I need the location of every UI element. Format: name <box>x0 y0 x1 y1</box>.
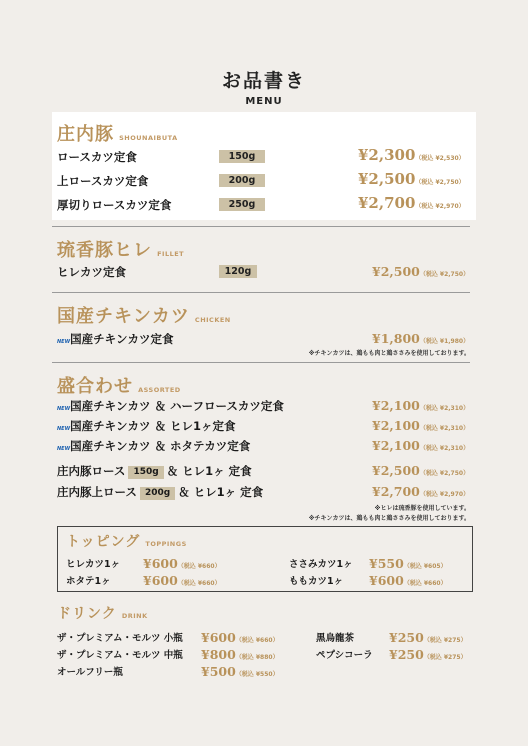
menu-item-name: 厚切りロースカツ定食 <box>57 198 172 212</box>
drink-name: 黒烏龍茶 <box>316 633 355 644</box>
menu-item-label: 庄内豚ロース <box>57 464 126 478</box>
menu-item-name <box>57 331 174 347</box>
menu-item-name: ロースカツ定食 <box>57 150 137 164</box>
drink-price <box>389 644 467 663</box>
topping-name: ささみカツ1ヶ <box>289 559 353 570</box>
section-title-jp: トッピング <box>66 534 141 550</box>
page-subtitle: MENU <box>245 96 283 107</box>
section-divider <box>52 226 470 227</box>
section-title-en: TOPPINGS <box>145 540 187 548</box>
price: ¥2,300 <box>358 146 416 164</box>
section-title-en: SHOUNAIBUTA <box>119 134 178 142</box>
section-title-jp: ドリンク <box>57 606 117 622</box>
tax-inclusive-price: （税込 ¥2,530） <box>415 155 465 162</box>
section-title-jp: 琉香豚ヒレ <box>57 240 152 261</box>
price: ¥2,700 <box>372 484 420 499</box>
drink-name: ザ・プレミアム・モルツ 中瓶 <box>57 650 183 661</box>
menu-item-label: 庄内豚上ロース <box>57 485 137 499</box>
price: ¥250 <box>389 630 424 645</box>
drink-price <box>201 661 279 680</box>
topping-name: ももカツ1ヶ <box>289 576 344 587</box>
tax-inclusive-price: （税込 ¥275） <box>423 654 467 661</box>
tax-inclusive-price: （税込 ¥605） <box>403 563 447 570</box>
menu-item-price <box>358 169 465 188</box>
weight-badge: 120g <box>219 265 257 278</box>
menu-item-price <box>372 481 469 500</box>
menu-item-label: ＆ ヒレ1ヶ 定食 <box>178 485 264 499</box>
tax-inclusive-price: （税込 ¥660） <box>177 580 221 587</box>
tax-inclusive-price: （税込 ¥2,750） <box>415 179 465 186</box>
section-note: ※ヒレは琉香豚を使用しています。 <box>374 505 470 512</box>
new-badge: NEW <box>57 406 71 412</box>
price: ¥2,500 <box>358 170 416 188</box>
menu-item-label: 国産チキンカツ ＆ ホタテカツ定食 <box>70 439 251 453</box>
price: ¥600 <box>143 556 178 571</box>
tax-inclusive-price: （税込 ¥550） <box>235 671 279 678</box>
section-heading-shounai <box>57 120 178 146</box>
tax-inclusive-price: （税込 ¥660） <box>177 563 221 570</box>
price: ¥1,800 <box>372 331 420 346</box>
section-heading-fillet <box>57 236 184 262</box>
topping-price <box>143 570 221 589</box>
tax-inclusive-price: （税込 ¥660） <box>235 637 279 644</box>
menu-item-price <box>372 328 469 347</box>
section-title-jp: 盛合わせ <box>57 376 133 397</box>
tax-inclusive-price: （税込 ¥2,310） <box>419 405 470 412</box>
section-divider <box>52 292 470 293</box>
tax-inclusive-price: （税込 ¥2,750） <box>419 271 470 278</box>
price: ¥2,500 <box>372 264 420 279</box>
menu-item-price <box>372 460 469 479</box>
menu-item-name <box>57 463 252 479</box>
menu-item-price <box>358 145 465 164</box>
drink-name: ザ・プレミアム・モルツ 小瓶 <box>57 633 183 644</box>
tax-inclusive-price: （税込 ¥2,310） <box>419 425 470 432</box>
weight-badge: 150g <box>219 150 265 163</box>
price: ¥600 <box>201 630 236 645</box>
tax-inclusive-price: （税込 ¥660） <box>403 580 447 587</box>
price: ¥250 <box>389 647 424 662</box>
price: ¥2,700 <box>358 194 416 212</box>
section-heading-drink <box>57 603 148 623</box>
topping-price <box>369 570 447 589</box>
weight-badge: 200g <box>219 174 265 187</box>
tax-inclusive-price: （税込 ¥2,750） <box>419 470 470 477</box>
menu-item-price <box>372 415 469 434</box>
weight-badge: 200g <box>140 487 175 500</box>
weight-badge: 150g <box>128 466 163 479</box>
menu-item-price <box>372 395 469 414</box>
menu-item-label: ＆ ヒレ1ヶ 定食 <box>166 464 252 478</box>
tax-inclusive-price: （税込 ¥2,970） <box>415 203 465 210</box>
price: ¥2,500 <box>372 463 420 478</box>
menu-item-price <box>358 193 465 212</box>
section-title-en: DRINK <box>121 612 148 620</box>
page-title: お品書き <box>221 70 306 92</box>
tax-inclusive-price: （税込 ¥1,980） <box>419 338 470 345</box>
menu-item-label: 国産チキンカツ ＆ ハーフロースカツ定食 <box>70 399 284 413</box>
price: ¥800 <box>201 647 236 662</box>
section-heading-chicken <box>57 302 231 328</box>
price: ¥550 <box>369 556 404 571</box>
tax-inclusive-price: （税込 ¥2,310） <box>419 445 470 452</box>
price: ¥2,100 <box>372 418 420 433</box>
menu-item-price <box>372 435 469 454</box>
section-heading-toppings <box>66 531 187 551</box>
new-badge: NEW <box>57 446 71 452</box>
section-divider <box>52 362 470 363</box>
tax-inclusive-price: （税込 ¥2,970） <box>419 491 470 498</box>
new-badge: NEW <box>57 426 71 432</box>
price: ¥600 <box>369 573 404 588</box>
section-title-jp: 国産チキンカツ <box>57 306 190 327</box>
section-note: ※チキンカツは、鶏もも肉と鶏ささみを使用しております。 <box>308 515 470 522</box>
menu-item-name: 上ロースカツ定食 <box>57 174 149 188</box>
tax-inclusive-price: （税込 ¥275） <box>423 637 467 644</box>
new-badge: NEW <box>57 339 71 345</box>
drink-name: ペプシコーラ <box>316 650 373 661</box>
menu-item-label: 国産チキンカツ定食 <box>70 332 174 346</box>
menu-item-name <box>57 484 263 500</box>
price: ¥500 <box>201 664 236 679</box>
weight-badge: 250g <box>219 198 265 211</box>
menu-item-name <box>57 418 236 434</box>
topping-name: ヒレカツ1ヶ <box>66 559 121 570</box>
tax-inclusive-price: （税込 ¥880） <box>235 654 279 661</box>
section-title-en: ASSORTED <box>138 386 181 394</box>
menu-item-name: ヒレカツ定食 <box>57 265 126 279</box>
menu-item-name <box>57 438 250 454</box>
menu-item-price <box>372 261 469 280</box>
section-heading-assorted <box>57 372 181 398</box>
section-title-en: FILLET <box>157 250 185 258</box>
section-title-en: CHICKEN <box>194 316 231 324</box>
section-note: ※チキンカツは、鶏もも肉と鶏ささみを使用しております。 <box>308 350 470 357</box>
topping-name: ホタテ1ヶ <box>66 576 111 587</box>
menu-item-label: 国産チキンカツ ＆ ヒレ1ヶ定食 <box>70 419 236 433</box>
price: ¥2,100 <box>372 438 420 453</box>
section-title-jp: 庄内豚 <box>57 124 114 145</box>
price: ¥2,100 <box>372 398 420 413</box>
drink-name: オールフリー瓶 <box>57 667 123 678</box>
price: ¥600 <box>143 573 178 588</box>
menu-item-name <box>57 398 284 414</box>
